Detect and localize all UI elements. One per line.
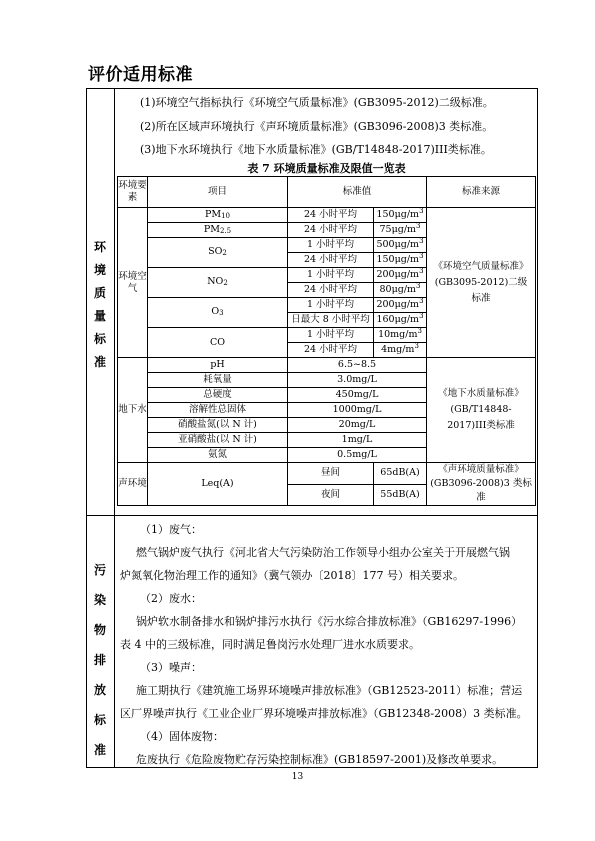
item-cell: 总硬度 bbox=[148, 388, 288, 403]
water-group-cell: 地下水 bbox=[118, 358, 148, 463]
pol-label-char: 标 bbox=[93, 713, 106, 727]
pol-label-char: 物 bbox=[93, 623, 106, 637]
env-label-char: 准 bbox=[93, 355, 106, 369]
item-cell: 溶解性总固体 bbox=[148, 403, 288, 418]
item-cell: $SO_2$ bbox=[148, 238, 288, 268]
label-column-divider bbox=[114, 88, 115, 768]
section-divider bbox=[86, 515, 538, 516]
item-cell: $O_3$ bbox=[148, 298, 288, 328]
header-element: 环境要素 bbox=[118, 177, 148, 208]
table-header-row bbox=[118, 177, 536, 208]
value-cell: 55dB(A) bbox=[374, 484, 427, 506]
noise-standard-paragraph: (2)所在区域声环境执行《声环境质量标准》(GB3096-2008)3 类标准。 bbox=[140, 120, 494, 133]
value-cell: $150\mu g/m^3$ bbox=[374, 208, 427, 223]
value-cell: $150\mu g/m^3$ bbox=[374, 253, 427, 268]
groundwater-standard-paragraph: (3)地下水环境执行《地下水质量标准》(GB/T14848-2017)III类标准。 bbox=[140, 143, 492, 156]
period-cell: 24 小时平均 bbox=[288, 283, 374, 298]
water-source-cell: 《地下水质量标准》(GB/T14848-2017)III类标准 bbox=[427, 358, 536, 463]
period-cell: 1 小时平均 bbox=[288, 298, 374, 313]
noise-text: 施工期执行《建筑施工场界环境噪声排放标准》（GB12523-2011）标准；营运 bbox=[136, 684, 523, 697]
value-cell: 450mg/L bbox=[288, 388, 427, 403]
item-cell: $PM_{10}$ bbox=[148, 208, 288, 223]
item-cell: pH bbox=[148, 358, 288, 373]
page-heading: 评价适用标准 bbox=[88, 65, 193, 85]
pol-label-char: 放 bbox=[93, 683, 106, 697]
value-cell: $160\mu g/m^3$ bbox=[374, 313, 427, 328]
period-cell: 日最大 8 小时平均 bbox=[288, 313, 374, 328]
item-cell: $NO_2$ bbox=[148, 268, 288, 298]
page-number: 13 bbox=[291, 772, 304, 782]
value-cell: $4mg/m^3$ bbox=[374, 343, 427, 358]
period-cell: 24 小时平均 bbox=[288, 208, 374, 223]
item-cell: 氨氮 bbox=[148, 448, 288, 463]
water-section-title: （2）废水： bbox=[140, 592, 202, 605]
item-cell: 亚硝酸盐(以 N 计) bbox=[148, 433, 288, 448]
value-cell: $80\mu g/m^3$ bbox=[374, 283, 427, 298]
air-standard-paragraph: (1)环境空气指标执行《环境空气质量标准》(GB3095-2012)二级标准。 bbox=[140, 96, 494, 109]
period-cell: 1 小时平均 bbox=[288, 268, 374, 283]
value-cell: 65dB(A) bbox=[374, 463, 427, 485]
item-cell: 硝酸盐氮(以 N 计) bbox=[148, 418, 288, 433]
environment-quality-label bbox=[86, 236, 114, 374]
env-label-char: 环 bbox=[93, 240, 106, 254]
gas-text: 燃气锅炉废气执行《河北省大气污染防治工作领导小组办公室关于开展燃气锅 bbox=[136, 546, 510, 559]
header-source: 标准来源 bbox=[427, 177, 536, 208]
value-cell: $10mg/m^3$ bbox=[374, 328, 427, 343]
value-cell: 6.5~8.5 bbox=[288, 358, 427, 373]
value-cell: 0.5mg/L bbox=[288, 448, 427, 463]
noise-group-cell: 声环境 bbox=[118, 463, 148, 506]
value-cell: 1000mg/L bbox=[288, 403, 427, 418]
env-label-char: 量 bbox=[93, 309, 106, 323]
value-cell: $75\mu g/m^3$ bbox=[374, 223, 427, 238]
value-cell: 20mg/L bbox=[288, 418, 427, 433]
environment-quality-table bbox=[117, 176, 536, 506]
period-cell: 夜间 bbox=[288, 484, 374, 506]
air-source-cell: 《环境空气质量标准》(GB3095-2012)二级标准 bbox=[427, 208, 536, 358]
item-cell: 耗氧量 bbox=[148, 373, 288, 388]
gas-section-title: （1）废气： bbox=[140, 523, 202, 536]
water-text: 锅炉软水制备排水和锅炉排污水执行《污水综合排放标准》（GB16297-1996） bbox=[136, 615, 523, 628]
table-caption: 表 7 环境质量标准及限值一览表 bbox=[247, 162, 406, 175]
env-label-char: 境 bbox=[93, 263, 106, 277]
period-cell: 1 小时平均 bbox=[288, 238, 374, 253]
value-cell: $200\mu g/m^3$ bbox=[374, 268, 427, 283]
value-cell: 1mg/L bbox=[288, 433, 427, 448]
value-cell: $500\mu g/m^3$ bbox=[374, 238, 427, 253]
pol-label-char: 染 bbox=[93, 593, 106, 607]
solid-section-title: （4）固体废物： bbox=[140, 730, 224, 743]
period-cell: 24 小时平均 bbox=[288, 343, 374, 358]
item-cell: CO bbox=[148, 328, 288, 358]
period-cell: 昼间 bbox=[288, 463, 374, 485]
pol-label-char: 排 bbox=[93, 653, 106, 667]
period-cell: 24 小时平均 bbox=[288, 223, 374, 238]
env-label-char: 质 bbox=[93, 286, 106, 300]
item-cell: Leq(A) bbox=[148, 463, 288, 506]
pollutant-emission-label bbox=[86, 555, 114, 765]
item-cell: $PM_{2.5}$ bbox=[148, 223, 288, 238]
table-row bbox=[118, 358, 536, 373]
period-cell: 1 小时平均 bbox=[288, 328, 374, 343]
solid-text: 危废执行《危险废物贮存污染控制标准》(GB18597-2001)及修改单要求。 bbox=[136, 753, 504, 766]
water-text: 表 4 中的三级标准，同时满足鲁岗污水处理厂进水水质要求。 bbox=[120, 638, 420, 651]
pol-label-char: 准 bbox=[93, 743, 106, 757]
env-label-char: 标 bbox=[93, 332, 106, 346]
gas-text: 炉氮氧化物治理工作的通知》（冀气领办〔2018〕177 号）相关要求。 bbox=[120, 569, 464, 582]
pol-label-char: 污 bbox=[93, 563, 106, 577]
noise-section-title: （3）噪声： bbox=[140, 661, 202, 674]
noise-text: 区厂界噪声执行《工业企业厂界环境噪声排放标准》（GB12348-2008）3 类标准。 bbox=[120, 707, 528, 720]
header-item: 项目 bbox=[148, 177, 288, 208]
value-cell: $200\mu g/m^3$ bbox=[374, 298, 427, 313]
value-cell: 3.0mg/L bbox=[288, 373, 427, 388]
table-row bbox=[118, 208, 536, 223]
period-cell: 24 小时平均 bbox=[288, 253, 374, 268]
air-group-cell: 环境空气 bbox=[118, 208, 148, 358]
header-value: 标准值 bbox=[288, 177, 427, 208]
table-row bbox=[118, 463, 536, 485]
noise-source-cell: 《声环境质量标准》(GB3096-2008)3 类标准 bbox=[427, 463, 536, 506]
